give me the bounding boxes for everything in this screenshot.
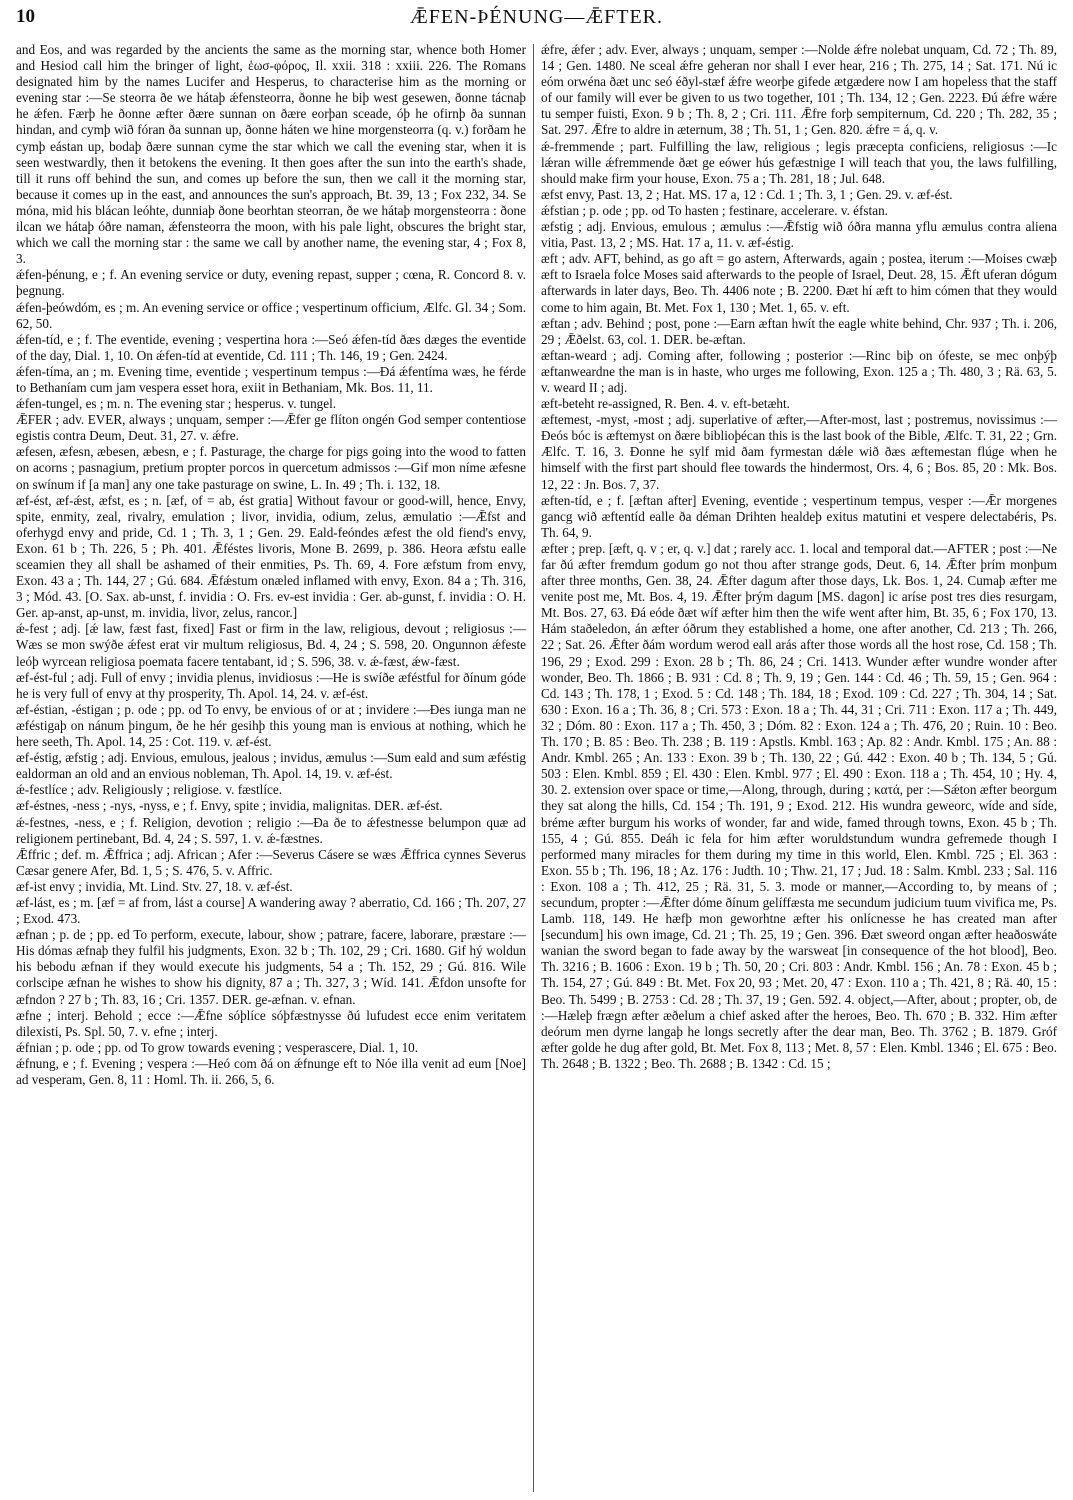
dictionary-entry: æf-éstig, æfstig ; adj. Envious, emulous, jealous ; invidus, æmulus :—Sum eald and sum æféstig ealdorman an old and an envious nobleman, Th. Apol. 14, 19. v. æf-ést.	[16, 750, 526, 782]
dictionary-entry: æfter ; prep. [æft, q. v ; er, q. v.] dat ; rarely acc. 1. local and temporal dat.—AFTER ; post :—Ne far ðú æfter fremdum godum go not thou after strange gods, Deut. 6, 14. Ǣfter þrím monþum after three months, Gen. 38, 24. Ǣfter dagum after those days, Lk. Bos. 1, 24. Cumaþ æfter me venite post me, Mt. Bos. 4, 19. Ǣfter þrým dagum [MS. dagon] ic aríse post tres dies resurgam, Mt. Bos. 27, 63. Ðá eóde ðæt wíf æfter him then the wife went after him, Bt. 35, 6 ; Fox 170, 13. Hám staðeledon, án æfter óðrum they established a home, one after another, Cd. 213 ; Th. 266, 22 ; Sat. 26. Ǣfter ðám wordum werod eall arás after those words all the host rose, Cd. 158 ; Th. 196, 29 ; Exod. 299 : Exon. 28 b ; Th. 86, 24 ; Cri. 1413. Wunder æfter wundre wonder after wonder, Beo. Th. 1866 ; B. 931 : Cd. 8 ; Th. 9, 19 ; Gen. 144 : Cd. 46 ; Th. 59, 15 ; Gen. 964 : Cd. 143 ; Th. 178, 1 ; Exod. 5 : Cd. 148 ; Th. 184, 18 ; Exod. 109 : Cd. 227 ; Th. 304, 14 ; Sat. 630 : Exon. 16 a ; Th. 36, 8 ; Cri. 573 : Exon. 18 a ; Th. 44, 31 ; Cri. 711 : Exon. 117 a ; Th. 449, 32 ; Dóm. 80 : Exon. 117 a ; Th. 450, 3 ; Dóm. 82 : Exon. 124 a ; Th. 476, 20 ; Ruin. 10 : Beo. Th. 170 ; B. 85 : Beo. Th. 238 ; B. 119 : Apstls. Kmbl. 163 ; Ap. 82 : Andr. Kmbl. 175 ; An. 88 : Andr. Kmbl. 265 ; An. 133 : Exon. 39 b ; Th. 130, 22 ; Gú. 442 : Exon. 40 b ; Th. 134, 5 ; Gú. 503 : Elen. Kmbl. 859 ; El. 430 : Elen. Kmbl. 977 ; El. 490 : Exon. 118 a ; Th. 454, 10 ; Hy. 4, 30. 2. extension over space or time,—Along, through, during ; κατά, per :—Sǽton æfter beorgum they sat along the hills, Cd. 154 ; Th. 191, 9 ; Exod. 212. His wundra geweorc, wíde and síde, bréme æfter burgum his works of wonder, far and wide, famed through towns, Exon. 45 b ; Th. 155, 4 ; Gú. 855. Deáh ic fela for him æfter woruldstundum wundra gefremede though I performed many miracles for them during my time in this world, Elen. Kmbl. 725 ; El. 363 : Exon. 55 b ; Th. 196, 18 ; Az. 176 : Judth. 10 ; Thw. 21, 17 ; Jud. 18 : Salm. Kmbl. 233 ; Sal. 116 : Exon. 108 a ; Th. 412, 25 ; Rä. 31, 5. 3. mode or manner,—According to, by means of ; secundum, propter :—Ǣfter dóme ðínum gelíffæsta me secundum judicium tuum vivifica me, Ps. Lamb. 118, 149. He hæfþ mon geworhtne æfter his onlícnesse he has created man after [secundum] his own image, Cd. 21 ; Th. 25, 19 ; Gen. 396. Ðæt sweord ongan æfter heaðoswáte wanian the sword began to fade away by the warsweat [in consequence of the hot blood], Beo. Th. 3216 ; B. 1606 : Exon. 19 b ; Th. 50, 20 ; Cri. 803 : Andr. Kmbl. 156 ; An. 78 : Exon. 45 b ; Th. 154, 27 ; Gú. 849 : Bt. Met. Fox 20, 93 ; Met. 20, 47 : Exon. 110 a ; Th. 421, 8 ; Rä. 40, 15 : Beo. Th. 5499 ; B. 2753 : Cd. 28 ; Th. 37, 19 ; Gen. 592. 4. object,—After, about ; propter, ob, de :—Hæleþ frægn æfter æðelum a chief asked after the heroes, Beo. Th. 670 ; B. 332. Him æfter deórum men dyrne langaþ he longs secretly after the dear man, Beo. Th. 3762 ; B. 1879. Gróf æfter golde he dug after gold, Bt. Met. Fox 8, 113 ; Met. 8, 57 : Elen. Kmbl. 1346 ; El. 675 : Beo. Th. 2648 ; B. 1322 ; Beo. Th. 2688 ; B. 1342 : Cd. 15 ;	[541, 540, 1057, 1071]
dictionary-entry: æfesen, æfesn, æbesen, æbesn, e ; f. Pasturage, the charge for pigs going into the wood to fatten on acorns ; pasnagium, pretium propter porcos in quercetum admissos :—Gif mon níme æfesne on swínum if [a man] any one take pasturage on swine, L. In. 49 ; Th. i. 132, 18.	[16, 444, 526, 492]
page-number: 10	[16, 6, 35, 27]
dictionary-entry: ǽ-fremmende ; part. Fulfilling the law, religious ; legis præcepta conficiens, religiosus :—Ic lǽran wille ǽfremmende ðæt ge eówer hús gefæstnige I will teach that you, the laws fulfilling, should make firm your house, Exon. 75 a ; Th. 281, 18 ; Jul. 648.	[541, 138, 1057, 186]
dictionary-entry: æfstig ; adj. Envious, emulous ; æmulus :—Ǣfstig wið óðra manna yflu æmulus contra aliena vitia, Past. 13, 2 ; MS. Hat. 17 a, 11. v. æf-éstig.	[541, 219, 1057, 251]
dictionary-entry: ǽfnian ; p. ode ; pp. od To grow towards evening ; vesperascere, Dial. 1, 10.	[16, 1039, 419, 1055]
dictionary-entry: æf-éstnes, -ness ; -nys, -nyss, e ; f. Envy, spite ; invidia, malignitas. DER. æf-ést.	[16, 798, 443, 814]
dictionary-entry: æfnan ; p. de ; pp. ed To perform, execute, labour, show ; patrare, facere, laborare, præstare :—His dómas æfnaþ they fulfil his judgments, Exon. 32 b ; Th. 102, 29 ; Cri. 1680. Gif hý woldun his bebodu æfnan if they would execute his judgments, 54 a ; Th. 152, 29 ; Gú. 816. Wile corlscipe æfnan he wishes to show his dignity, 87 a ; Th. 327, 3 ; Wíd. 141. Ǣfdon unsofte for æfndon ? 27 b ; Th. 83, 16 ; Cri. 1357. DER. ge-æfnan. v. efnan.	[16, 927, 526, 1007]
dictionary-entry: ǽfstian ; p. ode ; pp. od To hasten ; festinare, accelerare. v. éfstan.	[541, 202, 888, 218]
dictionary-entry: æft ; adv. AFT, behind, as go aft = go astern, Afterwards, again ; postea, iterum :—Moises cwæþ æft to Israela folce Moses said afterwards to the people of Israel, Deut. 28, 15. Ǣft uferan dógum afterwards in later days, Beo. Th. 4406 note ; B. 2200. Ðæt hí æft to him cómen that they would come to him again, Bt. Met. Fox 1, 130 ; Met. 1, 65. v. eft.	[541, 251, 1057, 315]
running-head: ǢFEN-ÞÉNUNG—ǢFTER.	[409, 6, 664, 28]
dictionary-entry: æfst envy, Past. 13, 2 ; Hat. MS. 17 a, 12 : Cd. 1 ; Th. 3, 1 ; Gen. 29. v. æf-ést.	[541, 186, 953, 202]
column-divider	[533, 44, 534, 1492]
dictionary-entry: ǽ-festlíce ; adv. Religiously ; religiose. v. fæstlíce.	[16, 782, 283, 798]
dictionary-entry: ǢFER ; adv. EVER, always ; unquam, semper :—Ǣfer ge flíton ongén God semper contentiose egistis contra Deum, Deut. 31, 27. v. ǽfre.	[16, 412, 526, 444]
dictionary-entry: ǽfen-tungel, es ; m. n. The evening star ; hesperus. v. tungel.	[16, 396, 337, 412]
dictionary-entry: æften-tíd, e ; f. [æftan after] Evening, eventide ; vespertinum tempus, vesper :—Ǣr morgenes gancg wið æftentíd ealle ða déman Drihten healdeþ exitus matutini et vespere delectabéris, Ps. Th. 64, 9.	[541, 492, 1057, 540]
dictionary-entry: æftemest, -myst, -most ; adj. superlative of æfter,—After-most, last ; postremus, novissimus :—Ðeós bóc is æftemyst on ðære biblioþécan this is the last book of the Bible, Ælfc. T. 31, 22 ; Grn. Ælfc. T. 16, 3. Ðonne he sylf mid ðam fyrmestan dǽle wið ðæs æftemestan flúge when he himself with the first part should flee towards the hindermost, Ors. 4, 6 ; Bos. 85, 20 : Mk. Bos. 12, 22 : Jn. Bos. 7, 37.	[541, 412, 1057, 492]
right-column	[541, 42, 1057, 1492]
dictionary-entry: æfne ; interj. Behold ; ecce :—Ǣfne sóþlíce sóþfæstnysse ðú lufudest ecce enim veritatem dilexisti, Ps. Spl. 50, 7. v. efne ; interj.	[16, 1007, 526, 1039]
dictionary-entry: ǽfre, ǽfer ; adv. Ever, always ; unquam, semper :—Nolde ǽfre nolebat unquam, Cd. 72 ; Th. 89, 14 ; Gen. 1480. Ne sceal ǽfre geheran nor shall I ever hear, 216 ; Th. 275, 14 ; Sat. 171. Nú ic eóm orwéna ðæt unc seó éðyl-stæf ǽfre weorþe gifede ætgædere now I am hopeless that the staff of our family will ever be given to us two together, 101 ; Th. 134, 12 ; Gen. 2223. Ðú ǽfre wǽre tu semper fuisti, Exon. 9 b ; Th. 8, 2 ; Cri. 111. Ǣfre forþ sempiternum, Cd. 220 ; Th. 282, 35 ; Sat. 297. Ǣfre to aldre in æternum, 38 ; Th. 51, 1 ; Gen. 820. ǽfre = á, q. v.	[541, 42, 1057, 138]
dictionary-entry: Ǣffric ; def. m. Ǣffrica ; adj. African ; Afer :—Severus Cásere se wæs Ǣffrica cynnes Severus Cæsar genere Afer, Bd. 1, 5 ; S. 476, 5. v. Affric.	[16, 846, 526, 878]
dictionary-entry: ǽ-fest ; adj. [ǽ law, fæst fast, fixed] Fast or firm in the law, religious, devout ; religiosus :—Wæs se mon swýðe ǽfest erat vir multum religiosus, Bd. 4, 24 ; S. 598, 20. Ongunnon ǽfeste leóþ wyrcean religiosa poemata facere tentabant, id ; S. 596, 38. v. ǽ-fæst, ǽw-fæst.	[16, 621, 526, 669]
dictionary-entry: ǽfen-tíd, e ; f. The eventide, evening ; vespertina hora :—Seó ǽfen-tíd ðæs dæges the eventide of the day, Dial. 1, 10. On ǽfen-tíd at eventide, Cd. 111 ; Th. 146, 19 ; Gen. 2424.	[16, 331, 526, 363]
dictionary-entry: ǽfen-þénung, e ; f. An evening service or duty, evening repast, supper ; cœna, R. Concord 8. v. þegnung.	[16, 267, 526, 299]
dictionary-entry: æf-ist envy ; invidia, Mt. Lind. Stv. 27, 18. v. æf-ést.	[16, 878, 293, 894]
dictionary-entry: æf-éstian, -éstigan ; p. ode ; pp. od To envy, be envious of or at ; invidere :—Ðes iunga man ne æféstigaþ on nánum þingum, ðe he hér gesihþ this young man is envious at nothing, which he here seeth, Th. Apol. 14, 25 : Cot. 119. v. æf-ést.	[16, 701, 526, 750]
dictionary-entry: æf-ést-ful ; adj. Full of envy ; invidia plenus, invidiosus :—He is swíðe æféstful for ðínum góde he is very full of envy at thy prosperity, Th. Apol. 14, 24. v. æf-ést.	[16, 669, 526, 701]
dictionary-entry: æftan ; adv. Behind ; post, pone :—Earn æftan hwít the eagle white behind, Chr. 937 ; Th. i. 206, 29 ; Ǣðelst. 63, col. 1. DER. be-æftan.	[541, 315, 1057, 347]
dictionary-entry: ǽfnung, e ; f. Evening ; vespera :—Heó com ðá on ǽfnunge eft to Nóe illa venit ad eum [Noe] ad vesperam, Gen. 8, 11 : Homl. Th. ii. 266, 5, 6.	[16, 1055, 526, 1087]
dictionary-entry: ǽfen-þeówdóm, es ; m. An evening service or office ; vespertinum officium, Ælfc. Gl. 34 ; Som. 62, 50.	[16, 299, 526, 331]
dictionary-entry: æf-lást, es ; m. [æf = af from, lást a course] A wandering away ? aberratio, Cd. 166 ; Th. 207, 27 ; Exod. 473.	[16, 894, 526, 927]
dictionary-entry: ǽ-festnes, -ness, e ; f. Religion, devotion ; religio :—Ða ðe to ǽfestnesse belumpon quæ ad religionem pertinebant, Bd. 4, 24 ; S. 597, 1. v. ǽ-fæstnes.	[16, 814, 526, 846]
dictionary-entry: æftan-weard ; adj. Coming after, following ; posterior :—Rinc biþ on ófeste, se mec onþýþ æftanweardne the man is in haste, who urges me following, Exon. 125 a ; Th. 480, 3 ; Rä. 63, 5. v. weard II ; adj.	[541, 347, 1057, 395]
dictionary-entry: æft-beteht re-assigned, R. Ben. 4. v. eft-betæht.	[541, 396, 790, 412]
dictionary-entry: and Eos, and was regarded by the ancients the same as the morning star, whence both Homer and Hesiod call him the bringer of light, ἑωσ-φόρος, Il. xxii. 318 : xxiii. 226. The Romans designated him by the names Lucifer and Hesperus, to characterise him as the morning or evening star :—Se steorra ðe we hátaþ ǽfensteorra, ðonne he biþ west gesewen, ðonne tácnaþ he ǽfen. Færþ he ðonne æfter ðære sunnan on ðære eorþan sceade, óþ he ofirnþ ða sunnan hindan, and cymþ wið fóran ða sunnan up, ðonne háten we hine morgensteorra (q. v.) forðam he cymþ eástan up, bodaþ ðære sunnan cyme the star which we call the evening star, when it is seen westwardly, then it betokens the evening. It then goes after the sun into the earth's shade, till it runs off behind the sun, and comes up before the sun, then we call it the morning star, because it comes up in the east, and announces the sun's approach, Bt. 39, 13 ; Fox 232, 34. Se móna, mid his blácan leóhte, dunniaþ ðone beorhtan steorran, ðe we hátaþ morgensteorra : ðone ilcan we hátaþ óðre naman, ǽfensteorra the moon, with his pale light, obscures the bright star, which we call the morning star : the same we call by another name, the evening star, 4 ; Fox 8, 3.	[16, 42, 526, 267]
dictionary-entry: ǽfen-tíma, an ; m. Evening time, eventide ; vespertinum tempus :—Ðá ǽfentíma wæs, he férde to Bethaníam cum jam vespera esset hora, exiit in Bethaniam, Mk. Bos. 11, 11.	[16, 363, 526, 395]
dictionary-entry: æf-ést, æf-ǽst, æfst, es ; n. [æf, of = ab, ést gratia] Without favour or good-will, hence, Envy, spite, enmity, zeal, rivalry, emulation ; livor, invidia, odium, zelus, æmulatio :—Ǣfst and oferhygd envy and pride, Cd. 1 ; Th. 3, 1 ; Gen. 29. Eald-feóndes æfest the old fiend's envy, Exon. 61 b ; Th. 226, 5 ; Ph. 401. Ǣféstes livoris, Mone B. 2699, p. 386. Heora æfstu ealle sceamien they all shall be ashamed of their enmities, Ps. Th. 69, 4. Fore æfstum from envy, Exon. 43 a ; Th. 144, 27 ; Gú. 684. Ǣfǽstum onæled inflamed with envy, Exon. 84 a ; Th. 316, 3 ; Mód. 43. [O. Sax. ab-unst, f. invidia : O. Frs. ev-est invidia : Ger. ab-gunst, f. invidia : O. H. Ger. ap-anst, ap-unst, m. invidia, livor, zelus, rancor.]	[16, 492, 526, 621]
left-column	[16, 42, 526, 1492]
